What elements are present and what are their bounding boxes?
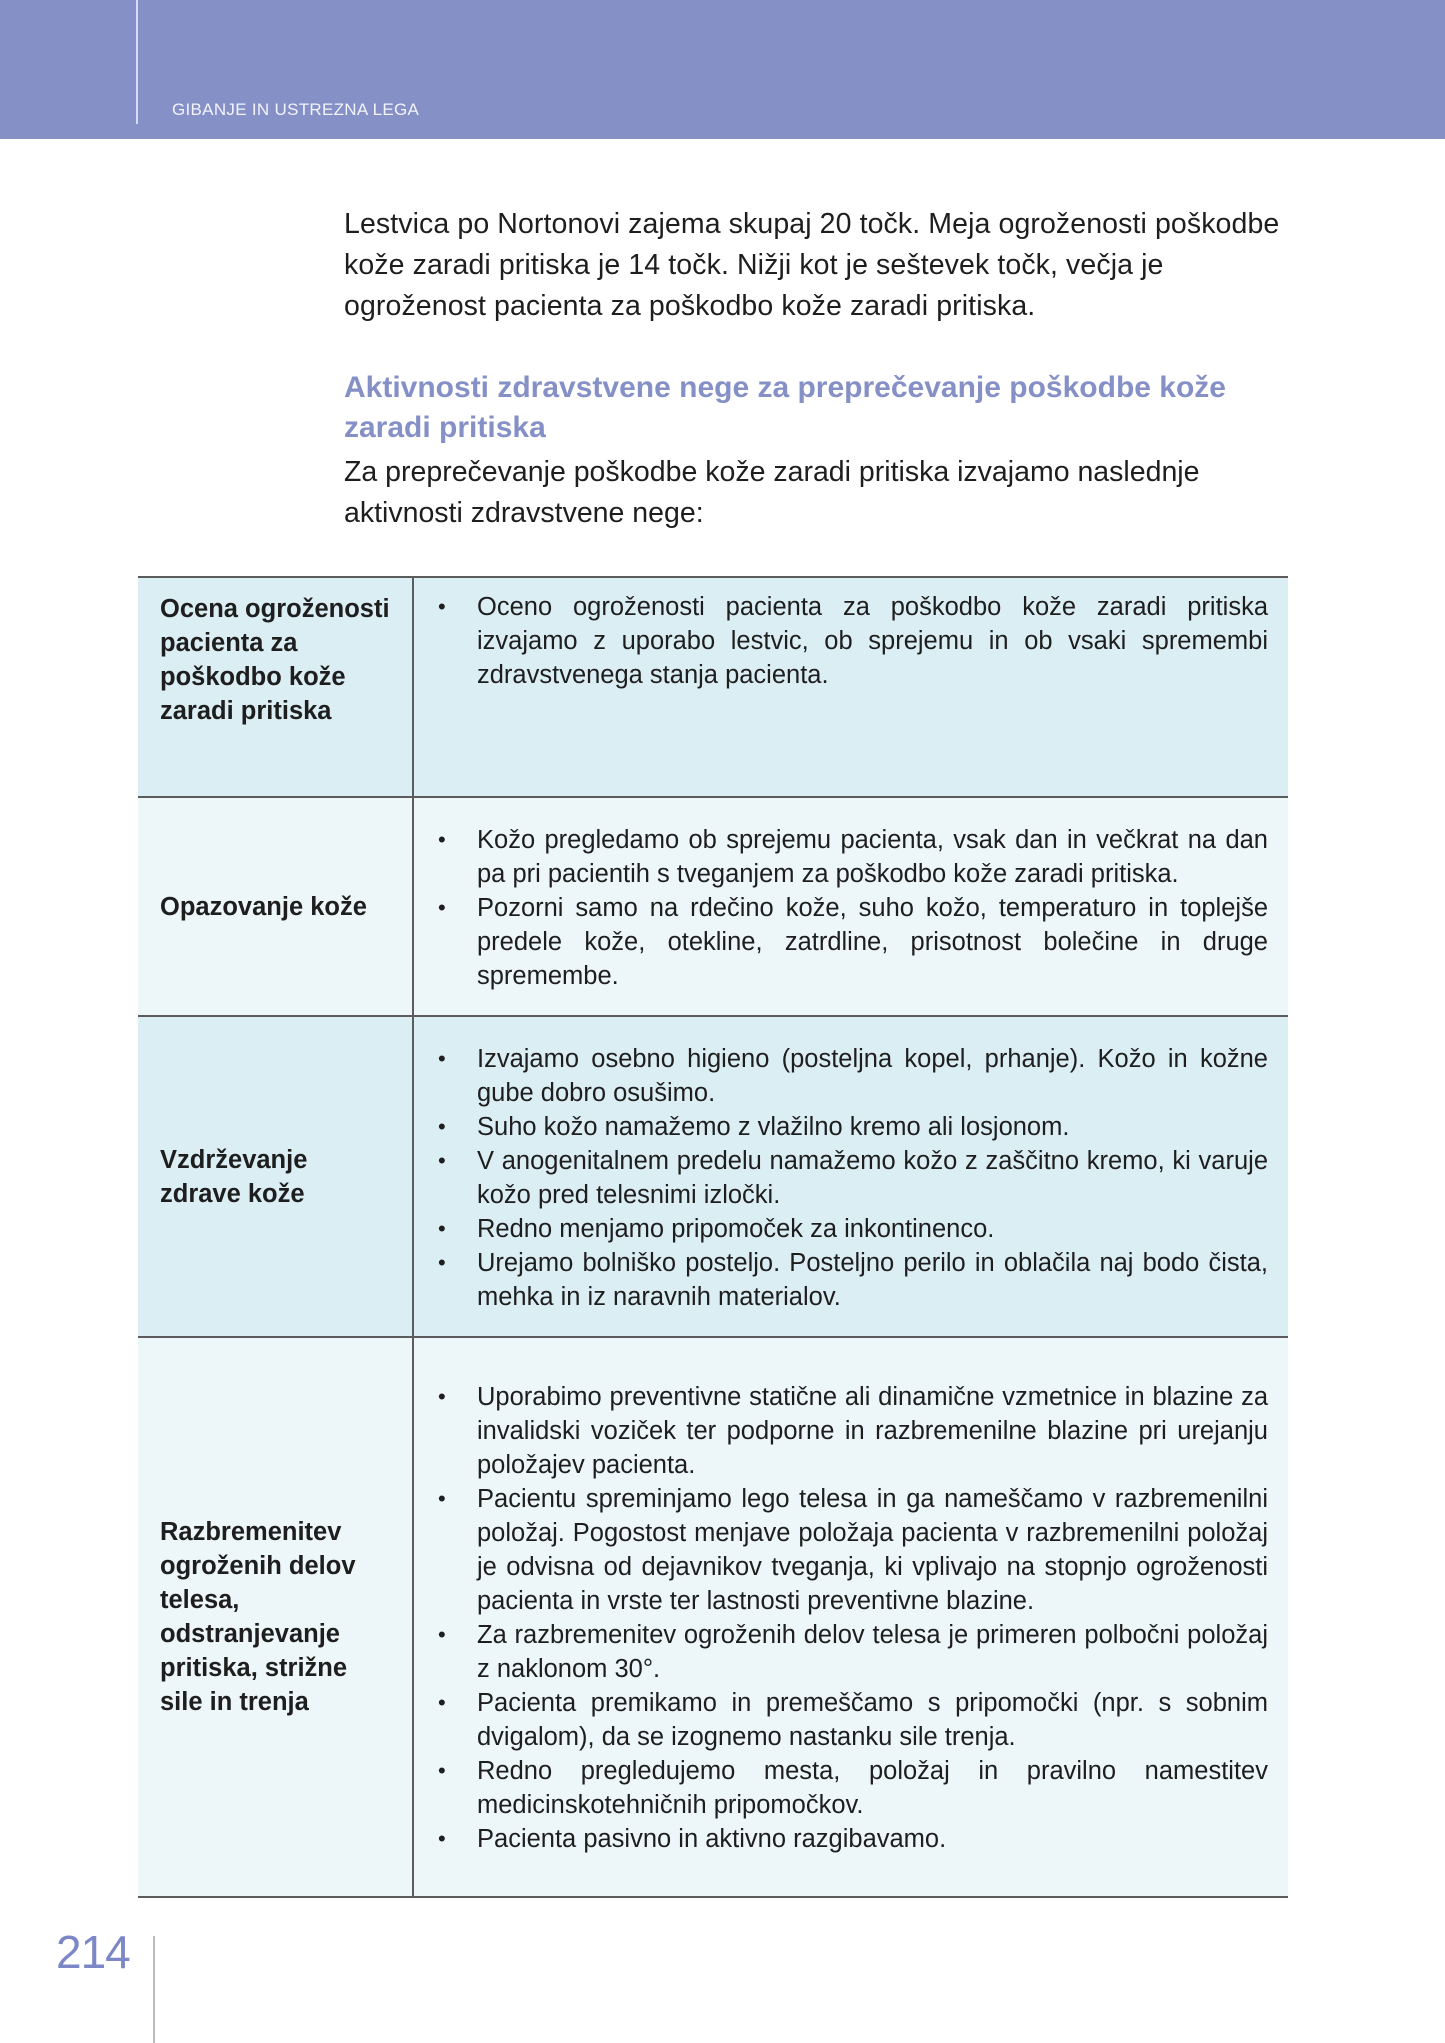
row-label: Opazovanje kože: [138, 797, 413, 1016]
bullet-icon: •: [438, 594, 446, 619]
bullet-icon: •: [438, 1113, 446, 1139]
table-row: [138, 797, 1288, 1016]
row-label: Razbremenitev ogroženih delov telesa, odstranjevanje pritiska, strižne sile in trenja: [138, 1337, 413, 1897]
bullet-list: [434, 590, 1268, 692]
list-item: • Suho kožo namažemo z vlažilno kremo ali losjonom.: [434, 1110, 1268, 1144]
bullet-icon: •: [438, 1826, 446, 1851]
bullet-list: [434, 1380, 1268, 1856]
list-item: • Izvajamo osebno higieno (posteljna kopel, prhanje). Kožo in kožne gube dobro osušimo.: [434, 1042, 1268, 1110]
bullet-icon: •: [438, 1758, 446, 1783]
row-label: Vzdrževanje zdrave kože: [138, 1016, 413, 1337]
list-item: • Pacientu spreminjamo lego telesa in ga nameščamo v razbremenilni položaj. Pogostost menjave položaja pacienta v razbremenilni položaj je odvisna od dejavnikov tveganja, ki vplivajo na stopnjo ogroženosti pacienta in vrste ter lastnosti preventivne blazine.: [434, 1482, 1268, 1618]
footer-divider: [153, 1936, 155, 2043]
bullet-icon: •: [438, 1147, 446, 1173]
list-item: • Pacienta premikamo in premeščamo s pripomočki (npr. s sobnim dvigalom), da se izognemo nastanku sile trenja.: [434, 1686, 1268, 1754]
list-item: • Oceno ogroženosti pacienta za poškodbo kože zaradi pritiska izvajamo z uporabo lestvic, ob sprejemu in ob vsaki spremembi zdravstvenega stanja pacienta.: [434, 590, 1268, 692]
bullet-icon: •: [438, 1622, 446, 1647]
intro-paragraph: Lestvica po Nortonovi zajema skupaj 20 točk. Meja ogroženosti poškodbe kože zaradi pritiska je 14 točk. Nižji kot je seštevek točk, večja je ogroženost pacienta za poškodbo kože zaradi pritiska.: [344, 208, 1280, 322]
table-row: [138, 1337, 1288, 1897]
bullet-icon: •: [438, 1690, 446, 1715]
list-item: • Redno pregledujemo mesta, položaj in pravilno namestitev medicinskotehničnih pripomočkov.: [434, 1754, 1268, 1822]
bullet-icon: •: [438, 1384, 446, 1409]
list-item: • Redno menjamo pripomoček za inkontinenco.: [434, 1212, 1268, 1246]
row-label: Ocena ogroženosti pacienta za poškodbo kože zaradi pritiska: [138, 577, 413, 797]
list-item: • Za razbremenitev ogroženih delov telesa je primeren polbočni položaj z naklonom 30°.: [434, 1618, 1268, 1686]
list-item: • V anogenitalnem predelu namažemo kožo z zaščitno kremo, ki varuje kožo pred telesnimi izločki.: [434, 1144, 1268, 1212]
row-items: [413, 797, 1288, 1016]
section-heading: Aktivnosti zdravstvene nege za preprečevanje poškodbe kože zaradi pritiska: [344, 371, 1226, 444]
bullet-icon: •: [438, 826, 446, 852]
activities-table: [138, 576, 1288, 1898]
list-item: • Pozorni samo na rdečino kože, suho kožo, temperaturo in toplejše predele kože, otekline, zatrdline, prisotnost bolečine in druge spremembe.: [434, 891, 1268, 993]
header-divider: [136, 0, 138, 124]
bullet-list: [434, 823, 1268, 993]
list-item: • Uporabimo preventivne statične ali dinamične vzmetnice in blazine za invalidski voziček ter podporne in razbremenilne blazine pri urejanju položajev pacienta.: [434, 1380, 1268, 1482]
list-item: • Kožo pregledamo ob sprejemu pacienta, vsak dan in večkrat na dan pa pri pacientih s tveganjem za poškodbo kože zaradi pritiska.: [434, 823, 1268, 891]
row-items: [413, 1016, 1288, 1337]
bullet-icon: •: [438, 1215, 446, 1241]
list-item: • Pacienta pasivno in aktivno razgibavamo.: [434, 1822, 1268, 1856]
section-lead: Za preprečevanje poškodbe kože zaradi pritiska izvajamo naslednje aktivnosti zdravstvene nege:: [344, 456, 1200, 529]
bullet-icon: •: [438, 1045, 446, 1071]
bullet-icon: •: [438, 894, 446, 920]
list-item: • Urejamo bolniško posteljo. Posteljno perilo in oblačila naj bodo čista, mehka in iz naravnih materialov.: [434, 1246, 1268, 1314]
table-row: [138, 1016, 1288, 1337]
table-row: [138, 577, 1288, 797]
page-number: 214: [56, 1926, 130, 1978]
bullet-icon: •: [438, 1486, 446, 1511]
running-head: GIBANJE IN USTREZNA LEGA: [172, 100, 420, 119]
bullet-list: [434, 1042, 1268, 1314]
row-items: [413, 1337, 1288, 1897]
row-items: [413, 577, 1288, 797]
bullet-icon: •: [438, 1249, 446, 1275]
